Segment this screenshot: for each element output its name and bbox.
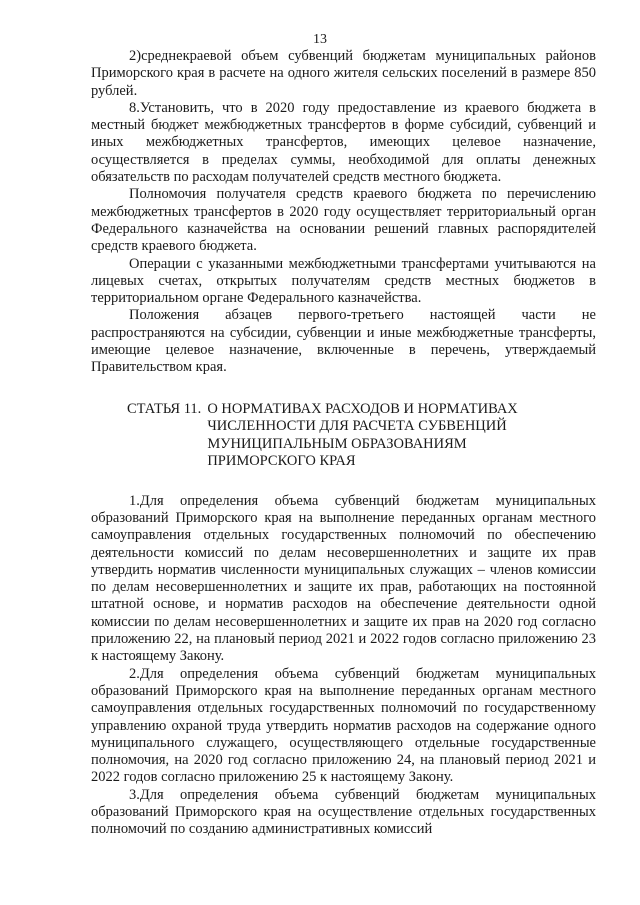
article-label: СТАТЬЯ 11. [127, 400, 202, 417]
paragraph: 3.Для определения объема субвенций бюджетам муниципальных образований Приморского края на осуществление отдельных государственных полномочий по созданию административных комиссий [91, 786, 596, 838]
paragraph: 1.Для определения объема субвенций бюджетам муниципальных образований Приморского края на выполнение переданных органам местного самоуправления отдельных государственных полномочий по обеспечению деятельности комиссий по делам несовершеннолетних и защите их прав утвердить норматив численности муниципальных служащих – членов комиссии по делам несовершеннолетних и защите их прав, работающих на постоянной штатной основе, и норматив расходов на обеспечение деятельности одной комиссии по делам несовершеннолетних и защите их прав на 2020 год согласно приложению 22, на плановый период 2021 и 2022 годов согласно приложению 23 к настоящему Закону. [91, 492, 596, 665]
paragraph: 8.Установить, что в 2020 году предоставление из краевого бюджета в местный бюджет межбюджетных трансфертов в форме субсидий, субвенций и иных межбюджетных трансфертов, имеющих целевое назначение, осуществляется в пределах суммы, необходимой для оплаты денежных обязательств по расходам получателей средств местного бюджета. [91, 99, 596, 186]
paragraph: Полномочия получателя средств краевого бюджета по перечислению межбюджетных трансфертов в 2020 году осуществляет территориальный орган Федерального казначейства на основании решений главных распорядителей средств краевого бюджета. [91, 186, 596, 255]
document-body [91, 48, 596, 839]
page-number: 13 [313, 32, 327, 47]
paragraph: 2.Для определения объема субвенций бюджетам муниципальных образований Приморского края на выполнение переданных органам местного самоуправления отдельных государственных полномочий по государственному управлению охраной труда утвердить норматив расходов на содержание одного муниципального служащего, осуществляющего отдельные государственные полномочия, на 2020 год согласно приложению 24, на плановый период 2021 и 2022 годов согласно приложению 25 к настоящему Закону. [91, 665, 596, 786]
article-heading [91, 401, 596, 471]
paragraph: 2)среднекраевой объем субвенций бюджетам муниципальных районов Приморского края в расчете на одного жителя сельских поселений в размере 850 рублей. [91, 48, 596, 99]
article-title: О НОРМАТИВАХ РАСХОДОВ И НОРМАТИВАХ ЧИСЛЕННОСТИ ДЛЯ РАСЧЕТА СУБВЕНЦИЙ МУНИЦИПАЛЬНЫМ ОБРАЗОВАНИЯМ ПРИМОРСКОГО КРАЯ [207, 400, 518, 470]
paragraph: Операции с указанными межбюджетными трансфертами учитываются на лицевых счетах, открытых получателям средств местных бюджетов в территориальном органе Федерального казначейства. [91, 255, 596, 307]
paragraph: Положения абзацев первого-третьего настоящей части не распространяются на субсидии, субвенции и иные межбюджетные трансферты, имеющие целевое назначение, включенные в перечень, утверждаемый Правительством края. [91, 307, 596, 376]
